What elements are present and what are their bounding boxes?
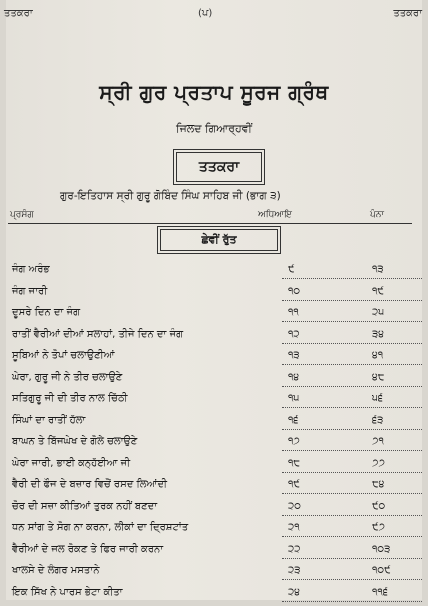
toc-row xyxy=(0,434,428,456)
column-header-chapter: ਅਧਿਆਇ xyxy=(258,210,292,220)
dotted-underline xyxy=(282,343,422,344)
toc-row-title: ਵੈਰੀ ਦੀ ਫੌਜ ਦੇ ਬਜ਼ਾਰ ਵਿਚੋਂ ਰਸਦ ਲਿਆਂਦੀ xyxy=(12,479,167,490)
toc-row-page: ੪੧ xyxy=(372,350,383,361)
part-heading: ਗੁਰ-ਇਤਿਹਾਸ ਸ੍ਰੀ ਗੁਰੂ ਗੋਬਿੰਦ ਸਿੰਘ ਸਾਹਿਬ ਜੀ (ਭਾਗ ੩) xyxy=(60,190,400,203)
season-heading-box xyxy=(160,229,278,251)
toc-row-chapter: ੧੨ xyxy=(288,329,300,340)
toc-row-page: ੫੬ xyxy=(372,393,383,404)
toc-row xyxy=(0,520,428,542)
toc-row-chapter: ੧੩ xyxy=(288,350,300,361)
dotted-underline xyxy=(282,472,422,473)
toc-row-chapter: ੧੭ xyxy=(288,436,300,447)
toc-row-page: ੧੦੯ xyxy=(372,565,391,576)
page-number: (ਪ) xyxy=(198,8,212,19)
dotted-underline xyxy=(282,429,422,430)
running-header-left: ਤਤਕਰਾ xyxy=(4,8,33,19)
column-header-page: ਪੰਨਾ xyxy=(370,210,384,220)
toc-row-title: ਦੂਸਰੇ ਦਿਨ ਦਾ ਜੰਗ xyxy=(12,307,80,318)
toc-row-title: ਚੋਰ ਦੀ ਸਜ਼ਾ ਕੀਤਿਆਂ ਤੁਰਕ ਨਹੀਂ ਬਣਦਾ xyxy=(12,501,157,512)
toc-row-page: ੭੧ xyxy=(372,436,384,447)
toc-row xyxy=(0,413,428,435)
toc-row-page: ੯੦ xyxy=(372,501,385,512)
dotted-underline xyxy=(282,407,422,408)
toc-heading-box xyxy=(176,152,262,182)
toc-row-chapter: ੧੮ xyxy=(288,458,300,469)
toc-row-chapter: ੧੯ xyxy=(288,479,300,490)
running-header-right: ਤਤਕਰਾ xyxy=(393,8,422,19)
dotted-underline xyxy=(282,536,422,537)
dotted-underline xyxy=(282,493,422,494)
toc-row-chapter: ੨੪ xyxy=(288,587,300,598)
toc-row-title: ਸਿੰਘਾਂ ਦਾ ਰਾਤੀਂ ਹੱਲਾ xyxy=(12,415,85,426)
toc-row xyxy=(0,327,428,349)
toc-row-page: ੨੫ xyxy=(372,307,384,318)
dotted-underline xyxy=(282,386,422,387)
toc-row xyxy=(0,563,428,585)
dotted-underline xyxy=(282,321,422,322)
toc-row-title: ਘੇਰਾ ਜਾਰੀ, ਭਾਈ ਕਨ੍ਹੱਈਆ ਜੀ xyxy=(12,458,130,469)
toc-heading: ਤਤਕਰਾ xyxy=(199,159,239,175)
toc-row-chapter: ੧੫ xyxy=(288,393,299,404)
toc-row-title: ਘੇਰਾ, ਗੁਰੂ ਜੀ ਨੇ ਤੀਰ ਚਲਾਉਣੇ xyxy=(12,372,122,383)
toc-row-chapter: ੨੩ xyxy=(288,565,300,576)
toc-row xyxy=(0,262,428,284)
toc-row-page: ੧੯ xyxy=(372,286,384,297)
dotted-underline xyxy=(282,601,422,602)
dotted-underline xyxy=(282,579,422,580)
toc-row xyxy=(0,542,428,564)
toc-row-page: ੧੦੩ xyxy=(372,544,390,555)
dotted-underline xyxy=(282,515,422,516)
header-rule xyxy=(8,223,412,224)
toc-row xyxy=(0,284,428,306)
toc-row xyxy=(0,456,428,478)
book-title: ਸ੍ਰੀ ਗੁਰ ਪ੍ਰਤਾਪ ਸੂਰਜ ਗ੍ਰੰਥ xyxy=(0,80,428,104)
dotted-underline xyxy=(282,300,422,301)
toc-row-page: ੬੩ xyxy=(372,415,383,426)
toc-row-chapter: ੧੦ xyxy=(288,286,300,297)
dotted-underline xyxy=(282,278,422,279)
toc-row-page: ੩੪ xyxy=(372,329,384,340)
toc-row-title: ਸਤਿਗੁਰੂ ਜੀ ਦੀ ਤੀਰ ਨਾਲ ਚਿੱਠੀ xyxy=(12,393,128,404)
toc-row-title: ਖਾਲਸੇ ਦੇ ਲੰਗਰ ਮਸਤਾਨੇ xyxy=(12,565,99,576)
toc-row-chapter: ੨੨ xyxy=(288,544,300,555)
season-heading: ਛੇਵੀਂ ਰੁੱਤ xyxy=(201,233,236,247)
dotted-underline xyxy=(282,364,422,365)
toc-list xyxy=(0,262,428,606)
toc-row xyxy=(0,370,428,392)
toc-row-title: ਧਨ ਸਾਂਗ ਤੇ ਸੋਗ ਨਾ ਕਰਨਾ, ਲੀਕਾਂ ਦਾ ਦ੍ਰਿਸ਼ਟਾਂਤ xyxy=(12,522,188,533)
toc-row-title: ਵੈਰੀਆਂ ਦੇ ਜਲ ਰੋਕਣ ਤੇ ਫਿਰ ਜਾਰੀ ਕਰਨਾ xyxy=(12,544,163,555)
toc-row-title: ਰਾਤੀਂ ਵੈਰੀਆਂ ਦੀਆਂ ਸਲਾਹਾਂ, ਤੀਜੇ ਦਿਨ ਦਾ ਜੰਗ xyxy=(12,329,183,340)
toc-row-chapter: ੧੬ xyxy=(288,415,299,426)
toc-row-chapter: ੨੦ xyxy=(288,501,301,512)
toc-row xyxy=(0,391,428,413)
toc-row-title: ਜੰਗ ਜਾਰੀ xyxy=(12,286,47,297)
toc-row-title: ਜੰਗ ਅਰੰਭ xyxy=(12,264,50,275)
toc-row-title: ਇਕ ਸਿੱਖ ਨੇ ਪਾਰਸ ਭੇਟਾ ਕੀਤਾ xyxy=(12,587,123,598)
volume-subtitle: ਜਿਲਦ ਗਿਆਰ੍ਹਵੀਂ xyxy=(0,122,428,136)
toc-row-chapter: ੯ xyxy=(288,264,295,275)
toc-row-page: ੮੪ xyxy=(372,479,384,490)
toc-row-page: ੪੮ xyxy=(372,372,384,383)
toc-row xyxy=(0,348,428,370)
toc-row-page: ੧੩ xyxy=(372,264,384,275)
toc-row xyxy=(0,305,428,327)
dotted-underline xyxy=(282,558,422,559)
toc-row xyxy=(0,499,428,521)
toc-row-chapter: ੧੪ xyxy=(288,372,299,383)
dotted-underline xyxy=(282,450,422,451)
toc-row-chapter: ੧੧ xyxy=(288,307,299,318)
toc-row-title: ਬਾਘਨ ਤੇ ਬਿੱਜਘੇਖ ਦੇ ਗੋਲੇ ਚਲਾਉਣੇ xyxy=(12,436,137,447)
column-header-topic: ਪ੍ਰਸੰਗ xyxy=(10,210,34,220)
toc-row-page: ੯੭ xyxy=(372,522,385,533)
toc-row-page: ੭੭ xyxy=(372,458,385,469)
toc-row xyxy=(0,585,428,606)
toc-row-chapter: ੨੧ xyxy=(288,522,300,533)
toc-row-page: ੧੧੬ xyxy=(372,587,388,598)
toc-row xyxy=(0,477,428,499)
toc-row-title: ਸੂਬਿਆਂ ਨੇ ਤੋਪਾਂ ਚਲਾਉਣੀਆਂ xyxy=(12,350,115,361)
